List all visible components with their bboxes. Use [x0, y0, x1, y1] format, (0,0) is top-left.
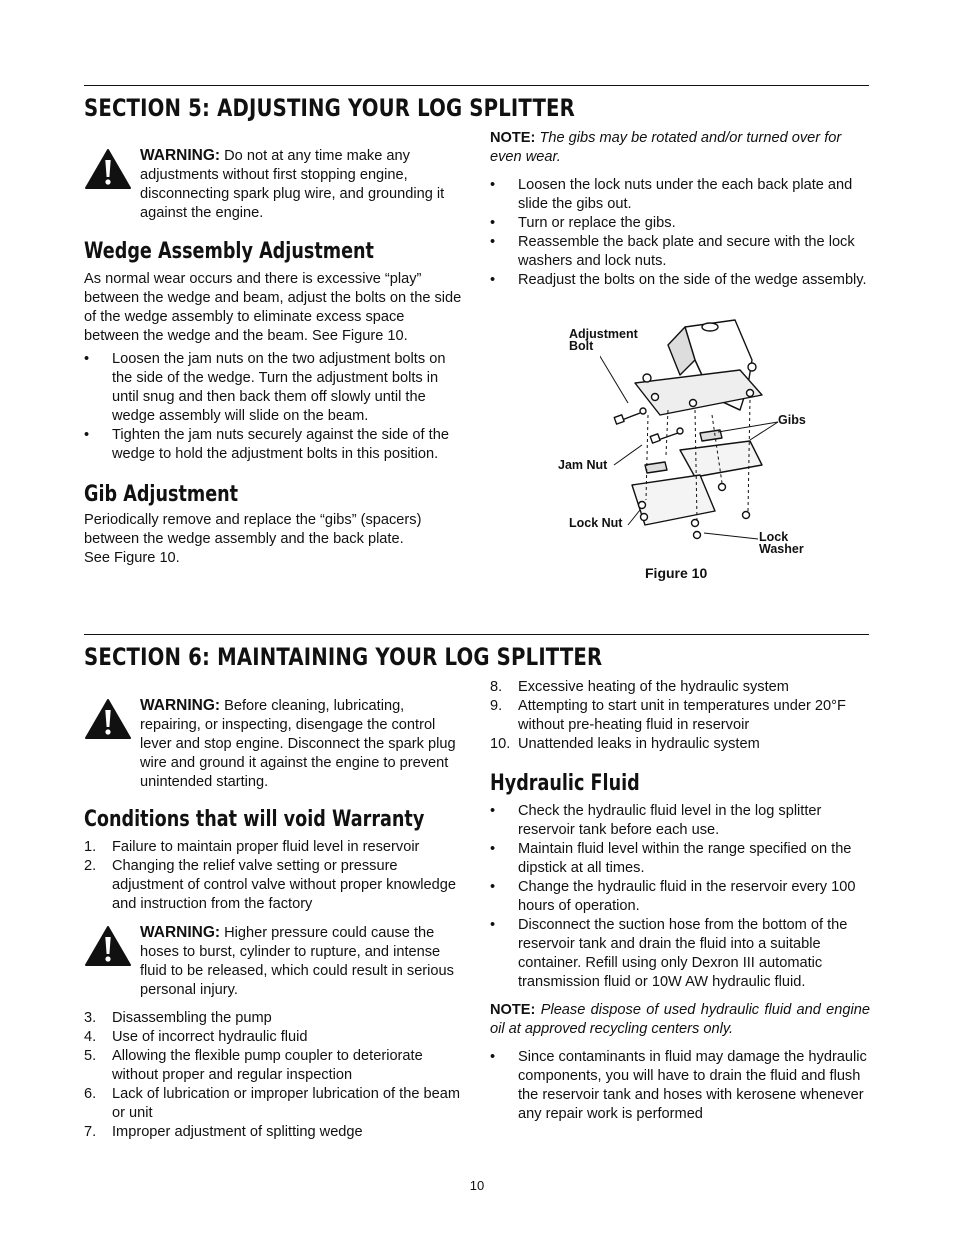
list-item: 8. Excessive heating of the hydraulic system — [490, 679, 789, 695]
list-item: 7. Improper adjustment of splitting wedge — [84, 1124, 363, 1140]
list-item: 10. Unattended leaks in hydraulic system — [490, 736, 760, 752]
note-label: NOTE: — [490, 130, 536, 146]
list-item: 4. Use of incorrect hydraulic fluid — [84, 1029, 308, 1045]
section6-rule — [84, 634, 869, 635]
warranty-list-c — [490, 678, 870, 754]
section6-warning-1 — [84, 696, 462, 792]
list-item: 1. Failure to maintain proper fluid level in reservoir — [84, 839, 420, 855]
list-item: • Turn or replace the gibs. — [490, 214, 870, 233]
list-item: • Tighten the jam nuts securely against the side of the wedge to hold the adjustment bolts in this position. — [84, 426, 462, 464]
label-gibs: Gibs — [778, 413, 806, 427]
warranty-list-a — [84, 838, 462, 914]
list-item: • Loosen the jam nuts on the two adjustment bolts on the side of the wedge. Turn the adjustment bolts in until snug and then back them off slowly until the wedge assembly will slide on the beam. — [84, 350, 462, 426]
wedge-intro: As normal wear occurs and there is excessive “play” between the wedge and beam, adjust the bolts on the side of the wedge assembly to eliminate excess space between the wedge and the beam. See Figure 10. — [84, 271, 462, 344]
section5-rule — [84, 85, 869, 86]
figure-caption: Figure 10 — [645, 565, 708, 581]
warning-label: WARNING: — [140, 924, 221, 941]
list-item: 6. Lack of lubrication or improper lubrication of the beam or unit — [84, 1086, 460, 1121]
section5-right-column — [490, 129, 870, 290]
section6-right-column — [490, 678, 870, 1124]
warning-label: WARNING: — [140, 697, 221, 714]
list-item: 2. Changing the relief valve setting or pressure adjustment of control valve without proper knowledge and instruction from the factory — [84, 858, 456, 912]
warranty-list-b — [84, 1009, 462, 1142]
label-adjustment-bolt: Adjustment Bolt — [569, 327, 638, 353]
hydraulic-bullet-list — [490, 802, 870, 992]
page-number: 10 — [469, 1178, 485, 1193]
hydraulic-bullet-list-2 — [490, 1048, 870, 1124]
section6-title: SECTION 6: MAINTAINING YOUR LOG SPLITTER — [84, 643, 603, 671]
hydraulic-note: NOTE: Please dispose of used hydraulic fluid and engine oil at approved recycling centers only. — [490, 1002, 870, 1037]
label-lock-nut: Lock Nut — [569, 516, 623, 530]
list-item: • Maintain fluid level within the range specified on the dipstick at all times. — [490, 840, 870, 878]
list-item: • Reassemble the back plate and secure with the lock washers and lock nuts. — [490, 233, 870, 271]
list-item: • Change the hydraulic fluid in the reservoir every 100 hours of operation. — [490, 878, 870, 916]
hydraulic-heading: Hydraulic Fluid — [490, 771, 640, 796]
gib-bullet-list — [490, 176, 870, 290]
list-item: • Loosen the lock nuts under the each back plate and slide the gibs out. — [490, 176, 870, 214]
wedge-heading: Wedge Assembly Adjustment — [84, 239, 374, 264]
section5-left-column — [84, 146, 462, 568]
warning-icon — [84, 148, 132, 190]
section5-warning — [84, 146, 462, 223]
gib-note: NOTE: The gibs may be rotated and/or turned over for even wear. — [490, 130, 842, 165]
section5-warning-text: WARNING: Do not at any time make any adjustments without first stopping engine, disconnecting spark plug wire, and grounding it against the engine. — [140, 147, 445, 221]
label-lock-washer: Lock Washer — [759, 530, 804, 556]
list-item: • Disconnect the suction hose from the bottom of the reservoir tank and drain the fluid into a suitable container. Refill using only Dexron III automatic transmission fluid or 10W AW hydraulic fluid. — [490, 916, 870, 992]
section5-title: SECTION 5: ADJUSTING YOUR LOG SPLITTER — [84, 94, 575, 122]
warning-icon — [84, 698, 132, 740]
list-item: 9. Attempting to start unit in temperatures under 20°F without pre-heating fluid in reservoir — [490, 698, 846, 733]
gib-heading: Gib Adjustment — [84, 482, 239, 507]
gib-see-figure: See Figure 10. — [84, 550, 180, 566]
list-item: 5. Allowing the flexible pump coupler to deteriorate without proper and regular inspection — [84, 1048, 423, 1083]
warning-icon — [84, 925, 132, 967]
list-item: • Check the hydraulic fluid level in the log splitter reservoir tank before each use. — [490, 802, 870, 840]
note-label: NOTE: — [490, 1002, 536, 1018]
section6-warning-2 — [84, 923, 462, 1000]
list-item: 3. Disassembling the pump — [84, 1010, 272, 1026]
gib-text: Periodically remove and replace the “gibs” (spacers) between the wedge assembly and the back plate. — [84, 512, 422, 547]
list-item: • Readjust the bolts on the side of the wedge assembly. — [490, 271, 870, 290]
label-jam-nut: Jam Nut — [558, 458, 608, 472]
warning-label: WARNING: — [140, 147, 221, 164]
warranty-heading: Conditions that will void Warranty — [84, 807, 425, 832]
section6-left-column — [84, 696, 462, 1142]
wedge-bullet-list — [84, 350, 462, 464]
section6-warning-1-text: WARNING: Before cleaning, lubricating, repairing, or inspecting, disengage the control lever and stop engine. Disconnect the spark plug wire and ground it against the engine to prevent unintended starting. — [140, 697, 456, 790]
section6-warning-2-text: WARNING: Higher pressure could cause the hoses to burst, cylinder to rupture, and intense fluid to be released, which could result in serious personal injury. — [140, 924, 454, 998]
list-item: • Since contaminants in fluid may damage the hydraulic components, you will have to drain the fluid and flush the reservoir tank and hoses with kerosene whenever any repair work is performed — [490, 1048, 870, 1124]
